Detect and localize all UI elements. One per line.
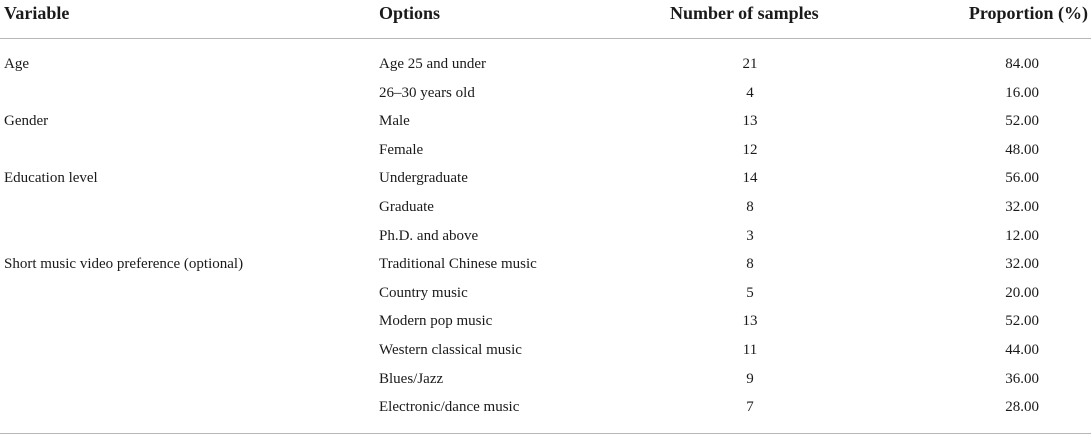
cell-number: 13 — [742, 313, 758, 330]
table-row — [0, 137, 1091, 166]
cell-number: 21 — [742, 56, 758, 72]
cell-option: 26–30 years old — [379, 84, 475, 101]
header-divider — [0, 38, 1091, 39]
cell-variable: Gender — [4, 113, 49, 130]
header-options: Options — [379, 3, 441, 23]
table-row — [0, 51, 1091, 80]
cell-proportion: 32.00 — [1005, 256, 1039, 273]
cell-option: Western classical music — [379, 341, 522, 358]
cell-proportion: 12.00 — [1005, 227, 1039, 244]
cell-proportion: 20.00 — [1005, 284, 1039, 301]
cell-number: 8 — [746, 256, 754, 273]
cell-option: Female — [379, 141, 424, 158]
cell-number: 11 — [742, 341, 758, 358]
table-row — [0, 108, 1091, 137]
cell-number: 5 — [746, 284, 754, 301]
cell-option: Undergraduate — [379, 170, 468, 187]
cell-number: 9 — [746, 370, 754, 387]
cell-proportion: 84.00 — [1005, 56, 1039, 72]
cell-option: Modern pop music — [379, 313, 493, 330]
cell-proportion: 32.00 — [1005, 198, 1039, 215]
cell-variable: Education level — [4, 170, 98, 187]
cell-proportion: 16.00 — [1005, 84, 1039, 101]
cell-variable: Age — [4, 56, 29, 72]
cell-number: 13 — [742, 113, 758, 130]
cell-option: Electronic/dance music — [379, 399, 520, 416]
table-row — [0, 80, 1091, 109]
table-row — [0, 165, 1091, 194]
cell-option: Graduate — [379, 198, 434, 215]
header-number-of-samples: Number of samples — [670, 3, 819, 23]
table-row — [0, 251, 1091, 280]
cell-option: Male — [379, 113, 410, 130]
header-proportion: Proportion (%) — [968, 3, 1088, 23]
table-body — [0, 51, 1091, 423]
table-row — [0, 194, 1091, 223]
cell-proportion: 36.00 — [1005, 370, 1039, 387]
cell-number: 4 — [746, 84, 754, 101]
cell-number: 7 — [746, 399, 754, 416]
header-variable: Variable — [4, 3, 70, 23]
table-header-row — [0, 0, 1091, 38]
cell-variable: Short music video preference (optional) — [4, 256, 244, 273]
cell-option: Country music — [379, 284, 468, 301]
cell-proportion: 48.00 — [1005, 141, 1039, 158]
cell-option: Ph.D. and above — [379, 227, 479, 244]
cell-number: 12 — [742, 141, 758, 158]
cell-proportion: 52.00 — [1005, 113, 1039, 130]
table-row — [0, 223, 1091, 252]
table-row — [0, 394, 1091, 423]
table-row — [0, 308, 1091, 337]
table-row — [0, 366, 1091, 395]
table-bottom-rule — [0, 433, 1091, 434]
cell-proportion: 52.00 — [1005, 313, 1039, 330]
cell-option: Blues/Jazz — [379, 370, 444, 387]
cell-number: 8 — [746, 198, 754, 215]
table-row — [0, 280, 1091, 309]
cell-option: Traditional Chinese music — [379, 256, 537, 273]
cell-number: 14 — [742, 170, 758, 187]
cell-option: Age 25 and under — [379, 56, 487, 72]
table-row — [0, 337, 1091, 366]
cell-proportion: 28.00 — [1005, 399, 1039, 416]
cell-proportion: 56.00 — [1005, 170, 1039, 187]
cell-proportion: 44.00 — [1005, 341, 1039, 358]
cell-number: 3 — [746, 227, 754, 244]
